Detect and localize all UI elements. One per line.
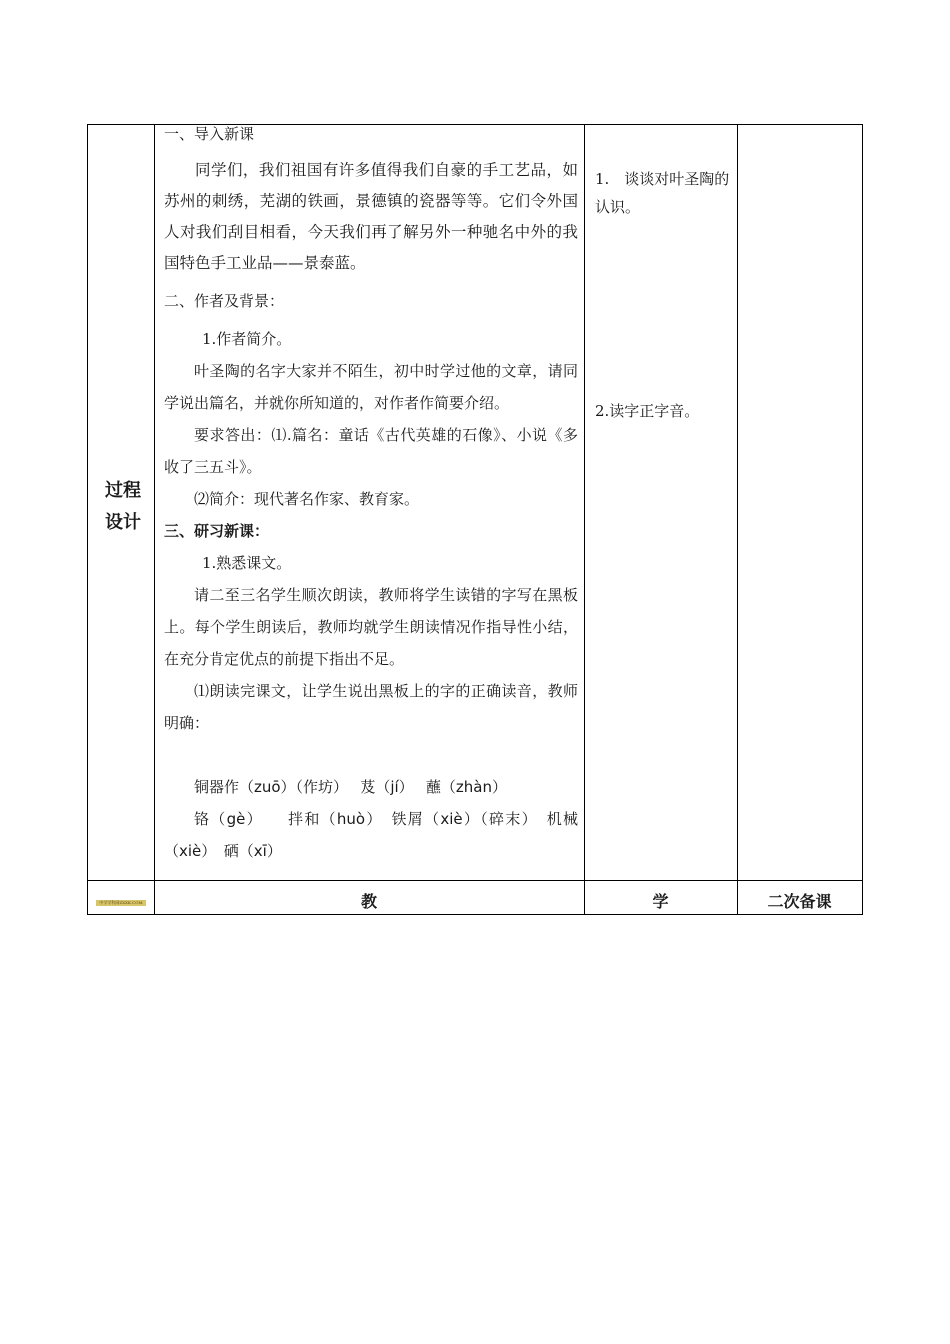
column-divider <box>584 125 585 914</box>
pronunciation-line: 铜器作（zuō）（作坊） 芨（jí） 蘸（zhàn） <box>194 778 508 796</box>
subsection-title: 1.作者简介。 <box>202 330 292 348</box>
row-divider <box>88 880 862 881</box>
answer-paragraph: 要求答出：⑴.篇名：童话《古代英雄的石像》、小说《多收了三五斗》。 <box>164 426 578 476</box>
footer-second-prep: 二次备课 <box>767 892 832 911</box>
section-heading: 三、研习新课： <box>164 522 270 540</box>
footer-teach: 教 <box>360 892 377 911</box>
process-design-label <box>98 475 148 539</box>
subsection-title: 1.熟悉课文。 <box>202 554 292 572</box>
section-heading: 二、作者及背景： <box>164 292 285 310</box>
student-item: 1. 谈谈对叶圣陶的认识。 <box>595 170 730 216</box>
intro-brief: ⑵简介：现代著名作家、教育家。 <box>194 490 420 508</box>
process-label-line2: 设计 <box>105 512 141 533</box>
reading-paragraph: 请二至三名学生顺次朗读，教师将学生读错的字写在黑板上。每个学生朗读后，教师均就学生朗读情况作指导性小结，在充分肯定优点的前提下指出不足。 <box>164 586 578 668</box>
column-divider <box>737 125 738 914</box>
intro-paragraph: 同学们，我们祖国有许多值得我们自豪的手工艺品，如苏州的刺绣，芜湖的铁画，景德镇的瓷器等等。它们令外国人对我们刮目相看，今天我们再了解另外一种驰名中外的我国特色手工业品——景泰蓝。 <box>164 161 578 272</box>
teaching-content <box>164 125 578 867</box>
student-item: 2.读字正字音。 <box>595 402 700 420</box>
column-divider <box>154 125 155 914</box>
lesson-plan-table <box>87 124 863 915</box>
footer-learn: 学 <box>652 892 669 911</box>
watermark-logo: 中学学科网ZXXK.COM <box>96 900 146 906</box>
process-label-line1: 过程 <box>105 480 141 501</box>
section-heading: 一、导入新课 <box>164 125 255 143</box>
pronunciation-intro: ⑴朗读完课文，让学生说出黑板上的字的正确读音，教师明确： <box>164 682 578 732</box>
author-paragraph: 叶圣陶的名字大家并不陌生，初中时学过他的文章，请同学说出篇名，并就你所知道的，对作者作简要介绍。 <box>164 362 578 412</box>
pronunciation-line: 铬（gè） 拌和（huò） 铁屑（xiè）（碎末） 机械（xiè） 硒（xī） <box>164 810 578 860</box>
